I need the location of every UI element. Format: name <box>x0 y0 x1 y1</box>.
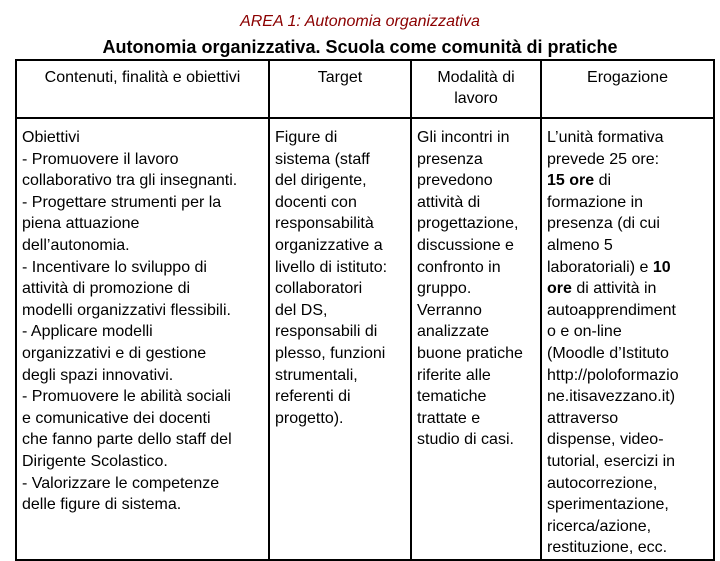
target-line: strumentali, <box>275 366 358 384</box>
objectives-line: degli spazi innovativi. <box>22 366 174 384</box>
delivery-line: almeno 5 <box>547 236 613 254</box>
table-row <box>16 118 714 560</box>
delivery-line: restituzione, ecc. <box>547 539 668 557</box>
target-line: del dirigente, <box>275 172 367 190</box>
objectives-line: che fanno parte dello staff del <box>22 431 232 449</box>
objectives-line: - Progettare strumenti per la <box>22 193 222 211</box>
delivery-line: dispense, video- <box>547 431 664 449</box>
delivery-line: L’unità formativa <box>547 129 664 146</box>
objectives-line: Dirigente Scolastico. <box>22 452 168 470</box>
objectives-line: - Promuovere il lavoro <box>22 150 179 168</box>
delivery-line: (Moodle d’Istituto <box>547 344 669 362</box>
delivery-line: autoapprendiment <box>547 301 676 319</box>
work-mode-line: attività di <box>417 193 481 211</box>
work-mode-line: prevedono <box>417 172 493 190</box>
target-cell <box>269 118 411 560</box>
moodle-link[interactable]: http://poloformazio <box>547 366 679 384</box>
delivery-line: tutorial, esercizi in <box>547 452 676 470</box>
column-header-delivery: Erogazione <box>541 60 714 118</box>
objectives-line: Obiettivi <box>22 129 80 146</box>
work-mode-line: Verranno <box>417 301 482 319</box>
objectives-line: dell’autonomia. <box>22 236 130 254</box>
target-line: sistema (staff <box>275 150 370 168</box>
delivery-line <box>547 257 709 279</box>
work-mode-line: studio di casi. <box>417 431 514 449</box>
delivery-line: autocorrezione, <box>547 474 658 492</box>
objectives-line: attività di promozione di <box>22 280 191 298</box>
hours-in-presence: 15 ore <box>547 172 595 190</box>
work-mode-line: confronto in <box>417 258 501 276</box>
column-header-contents: Contenuti, finalità e obiettivi <box>16 60 269 118</box>
target-line: collaboratori <box>275 280 363 298</box>
objectives-line: delle figure di sistema. <box>22 496 182 514</box>
delivery-line: o e on-line <box>547 323 622 341</box>
work-mode-line: buone pratiche <box>417 344 523 362</box>
objectives-line: - Promuovere le abilità sociali <box>22 388 231 406</box>
work-mode-line: tematiche <box>417 388 487 406</box>
target-line: plesso, funzioni <box>275 344 386 362</box>
target-line: referenti di <box>275 388 351 406</box>
delivery-line: attraverso <box>547 409 619 427</box>
delivery-line: presenza (di cui <box>547 215 660 233</box>
work-mode-cell <box>411 118 541 560</box>
column-header-work-mode: Modalità di lavoro <box>411 60 541 118</box>
area-title: AREA 1: Autonomia organizzativa <box>240 13 480 30</box>
work-mode-line: progettazione, <box>417 215 519 233</box>
target-line: responsabilità <box>275 215 374 233</box>
objectives-line: e comunicative dei docenti <box>22 409 211 427</box>
objectives-line: - Applicare modelli <box>22 323 153 341</box>
work-mode-line: discussione e <box>417 236 514 254</box>
target-line: responsabili di <box>275 323 378 341</box>
objectives-line: collaborativo tra gli insegnanti. <box>22 172 238 190</box>
delivery-line <box>547 278 709 300</box>
target-line: Figure di <box>275 129 338 146</box>
table-header-row <box>16 60 714 118</box>
work-mode-line: riferite alle <box>417 366 491 384</box>
target-line: progetto). <box>275 409 344 427</box>
delivery-line: sperimentazione, <box>547 496 669 514</box>
target-line: livello di istituto: <box>275 258 388 276</box>
objectives-line: modelli organizzativi flessibili. <box>22 301 231 319</box>
work-mode-line: Gli incontri in <box>417 129 510 146</box>
column-header-target: Target <box>269 60 411 118</box>
target-line: del DS, <box>275 301 328 319</box>
objectives-cell <box>16 118 269 560</box>
objectives-line: piena attuazione <box>22 215 140 233</box>
delivery-text: laboratoriali) e <box>547 258 653 276</box>
work-mode-line: analizzate <box>417 323 490 341</box>
delivery-text: di attività in <box>571 280 657 298</box>
work-mode-line: gruppo. <box>417 280 472 298</box>
document-title: Autonomia organizzativa. Scuola come comunità di pratiche <box>102 37 618 57</box>
objectives-line: - Incentivare lo sviluppo di <box>22 258 207 276</box>
delivery-line: formazione in <box>547 193 644 211</box>
course-table <box>15 59 715 561</box>
hours-self-learning-number: 10 <box>652 258 671 276</box>
work-mode-line: presenza <box>417 150 483 168</box>
delivery-line: ricerca/azione, <box>547 517 652 535</box>
work-mode-line: trattate e <box>417 409 481 427</box>
delivery-cell <box>541 118 714 560</box>
objectives-line: - Valorizzare le competenze <box>22 474 220 492</box>
delivery-line: prevede 25 ore: <box>547 150 660 168</box>
moodle-link[interactable]: ne.itisavezzano.it) <box>547 388 676 406</box>
delivery-line <box>547 170 709 192</box>
target-line: docenti con <box>275 193 357 211</box>
delivery-text: di <box>594 172 612 190</box>
target-line: organizzative a <box>275 236 383 254</box>
objectives-line: organizzativi e di gestione <box>22 344 207 362</box>
hours-self-learning-unit: ore <box>547 280 572 298</box>
